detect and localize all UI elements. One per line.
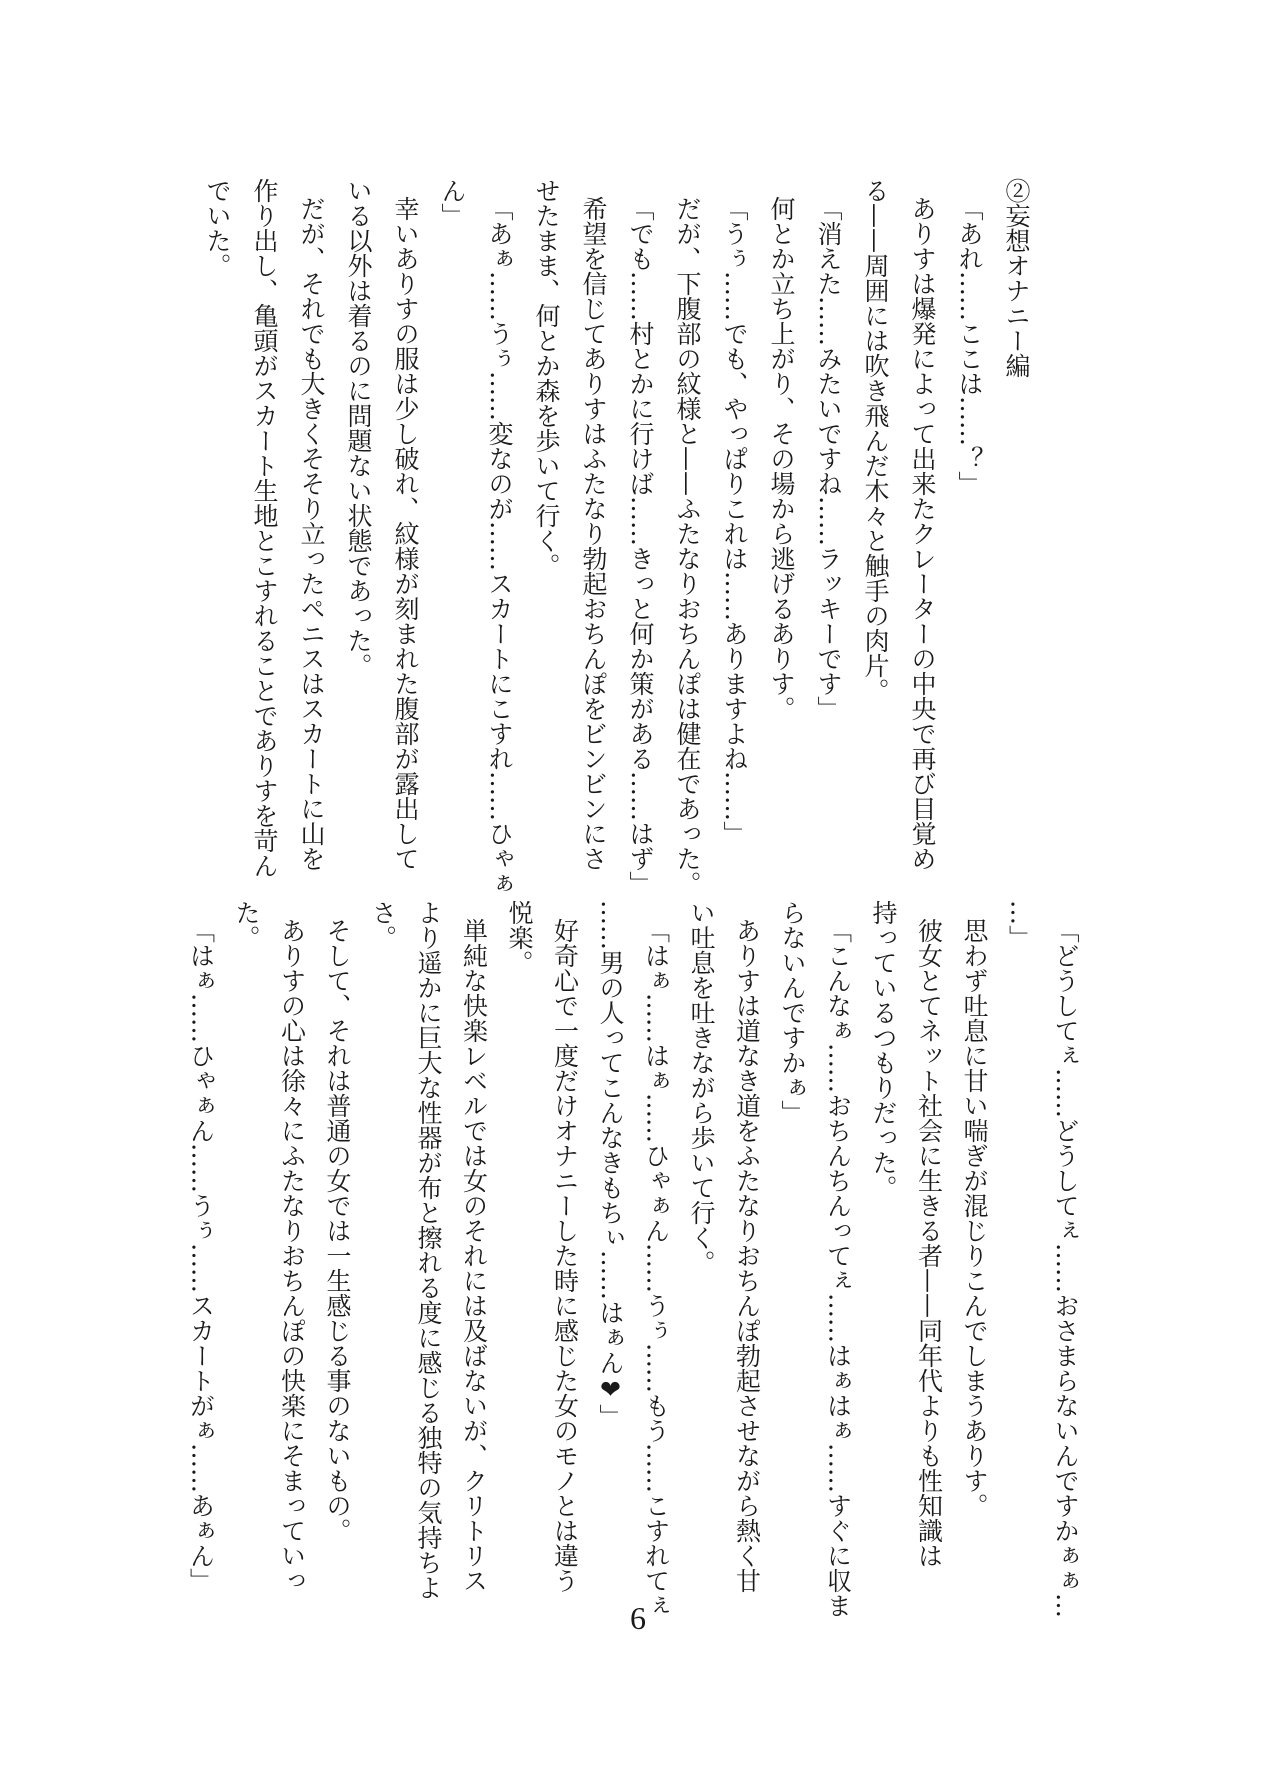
upper-text-block	[194, 178, 1040, 896]
text-line: 悦楽。	[505, 900, 534, 975]
text-line: い吐息を吐きながら歩いて行く。	[687, 900, 716, 1275]
page-number: 6	[630, 1600, 646, 1636]
text-line: 「でも……村とかに行けば……きっと何か策がある……はず」	[626, 196, 655, 896]
text-line: 「あれ……ここは……？」	[955, 196, 984, 496]
text-line: る——周囲には吹き飛んだ木々と触手の肉片。	[861, 178, 890, 703]
text-line: だが、下腹部の紋様と——ふたなりおちんぽは健在であった。	[673, 196, 702, 896]
text-line: 持っているつもりだった。	[869, 900, 898, 1200]
text-line: 「はぁ……はぁ……ひゃぁん……うぅ……もう……こすれてぇ	[641, 918, 671, 1618]
text-line: ありすは爆発によって出来たクレーターの中央で再び目覚め	[908, 196, 937, 871]
section-title: ②妄想オナニー編	[1002, 178, 1031, 378]
text-line: 彼女とてネット社会に生きる者——同年代よりも性知識は	[914, 918, 944, 1568]
text-line: 「あぁ……うぅ……変なのが……スカートにこすれ……ひゃぁ	[485, 196, 514, 896]
text-line: いる以外は着るのに問題ない状態であった。	[344, 178, 373, 678]
text-line: ありすは道なき道をふたなりおちんぽ勃起させながら熱く甘	[732, 918, 762, 1593]
text-line: 作り出し、亀頭がスカート生地とこすれることでありすを苛ん	[250, 178, 279, 878]
text-line: そして、それは普通の女では一生感じる事のないもの。	[323, 918, 352, 1543]
text-line: らないんですかぁ」	[778, 900, 807, 1125]
text-line: 「消えた……みたいですね……ラッキーです」	[814, 196, 843, 721]
text-line: た。	[232, 900, 261, 950]
text-line: 思わず吐息に甘い喘ぎが混じりこんでしまうありす。	[960, 918, 989, 1518]
text-line: 単純な快楽レベルでは女のそれには及ばないが、クリトリス	[459, 918, 489, 1593]
lower-text-block	[178, 900, 1088, 1618]
text-line: ……男の人ってこんなきもちぃ……はぁん❤」	[596, 900, 625, 1429]
text-line: 幸いありすの服は少し破れ、紋様が刻まれた腹部が露出して	[391, 196, 420, 871]
text-line: 何とか立ち上がり、その場から逃げるありす。	[767, 196, 796, 721]
text-line: 好奇心で一度だけオナニーした時に感じた女のモノとは違う	[550, 918, 580, 1593]
text-line: だが、それでも大きくそそり立ったペニスはスカートに山を	[297, 196, 326, 871]
text-line: ありすの心は徐々にふたなりおちんぽの快楽にそまっていっ	[277, 918, 307, 1593]
text-line: 「こんなぁ……おちんちんってぇ……はぁはぁ……すぐに収ま	[823, 918, 853, 1618]
text-line: 「うぅ……でも、やっぱりこれは……ありますよね……」	[720, 196, 749, 846]
text-line: 「どうしてぇ……どうしてぇ……おさまらないんですかぁぁ…	[1051, 918, 1080, 1618]
text-line: せたまま、何とか森を歩いて行く。	[532, 178, 561, 578]
text-line: さ。	[368, 900, 398, 950]
text-line: より遥かに巨大な性器が布と擦れる度に感じる独特の気持ちよ	[414, 900, 443, 1600]
text-line: 希望を信じてありすはふたなり勃起おちんぽをビンビンにさ	[579, 196, 608, 871]
text-line: ん」	[438, 178, 467, 228]
text-line: 「はぁ……ひゃぁん……うぅ……スカートがぁ……あぁん」	[186, 918, 216, 1593]
text-line: …」	[1005, 900, 1035, 950]
text-line: でいた。	[203, 178, 232, 278]
